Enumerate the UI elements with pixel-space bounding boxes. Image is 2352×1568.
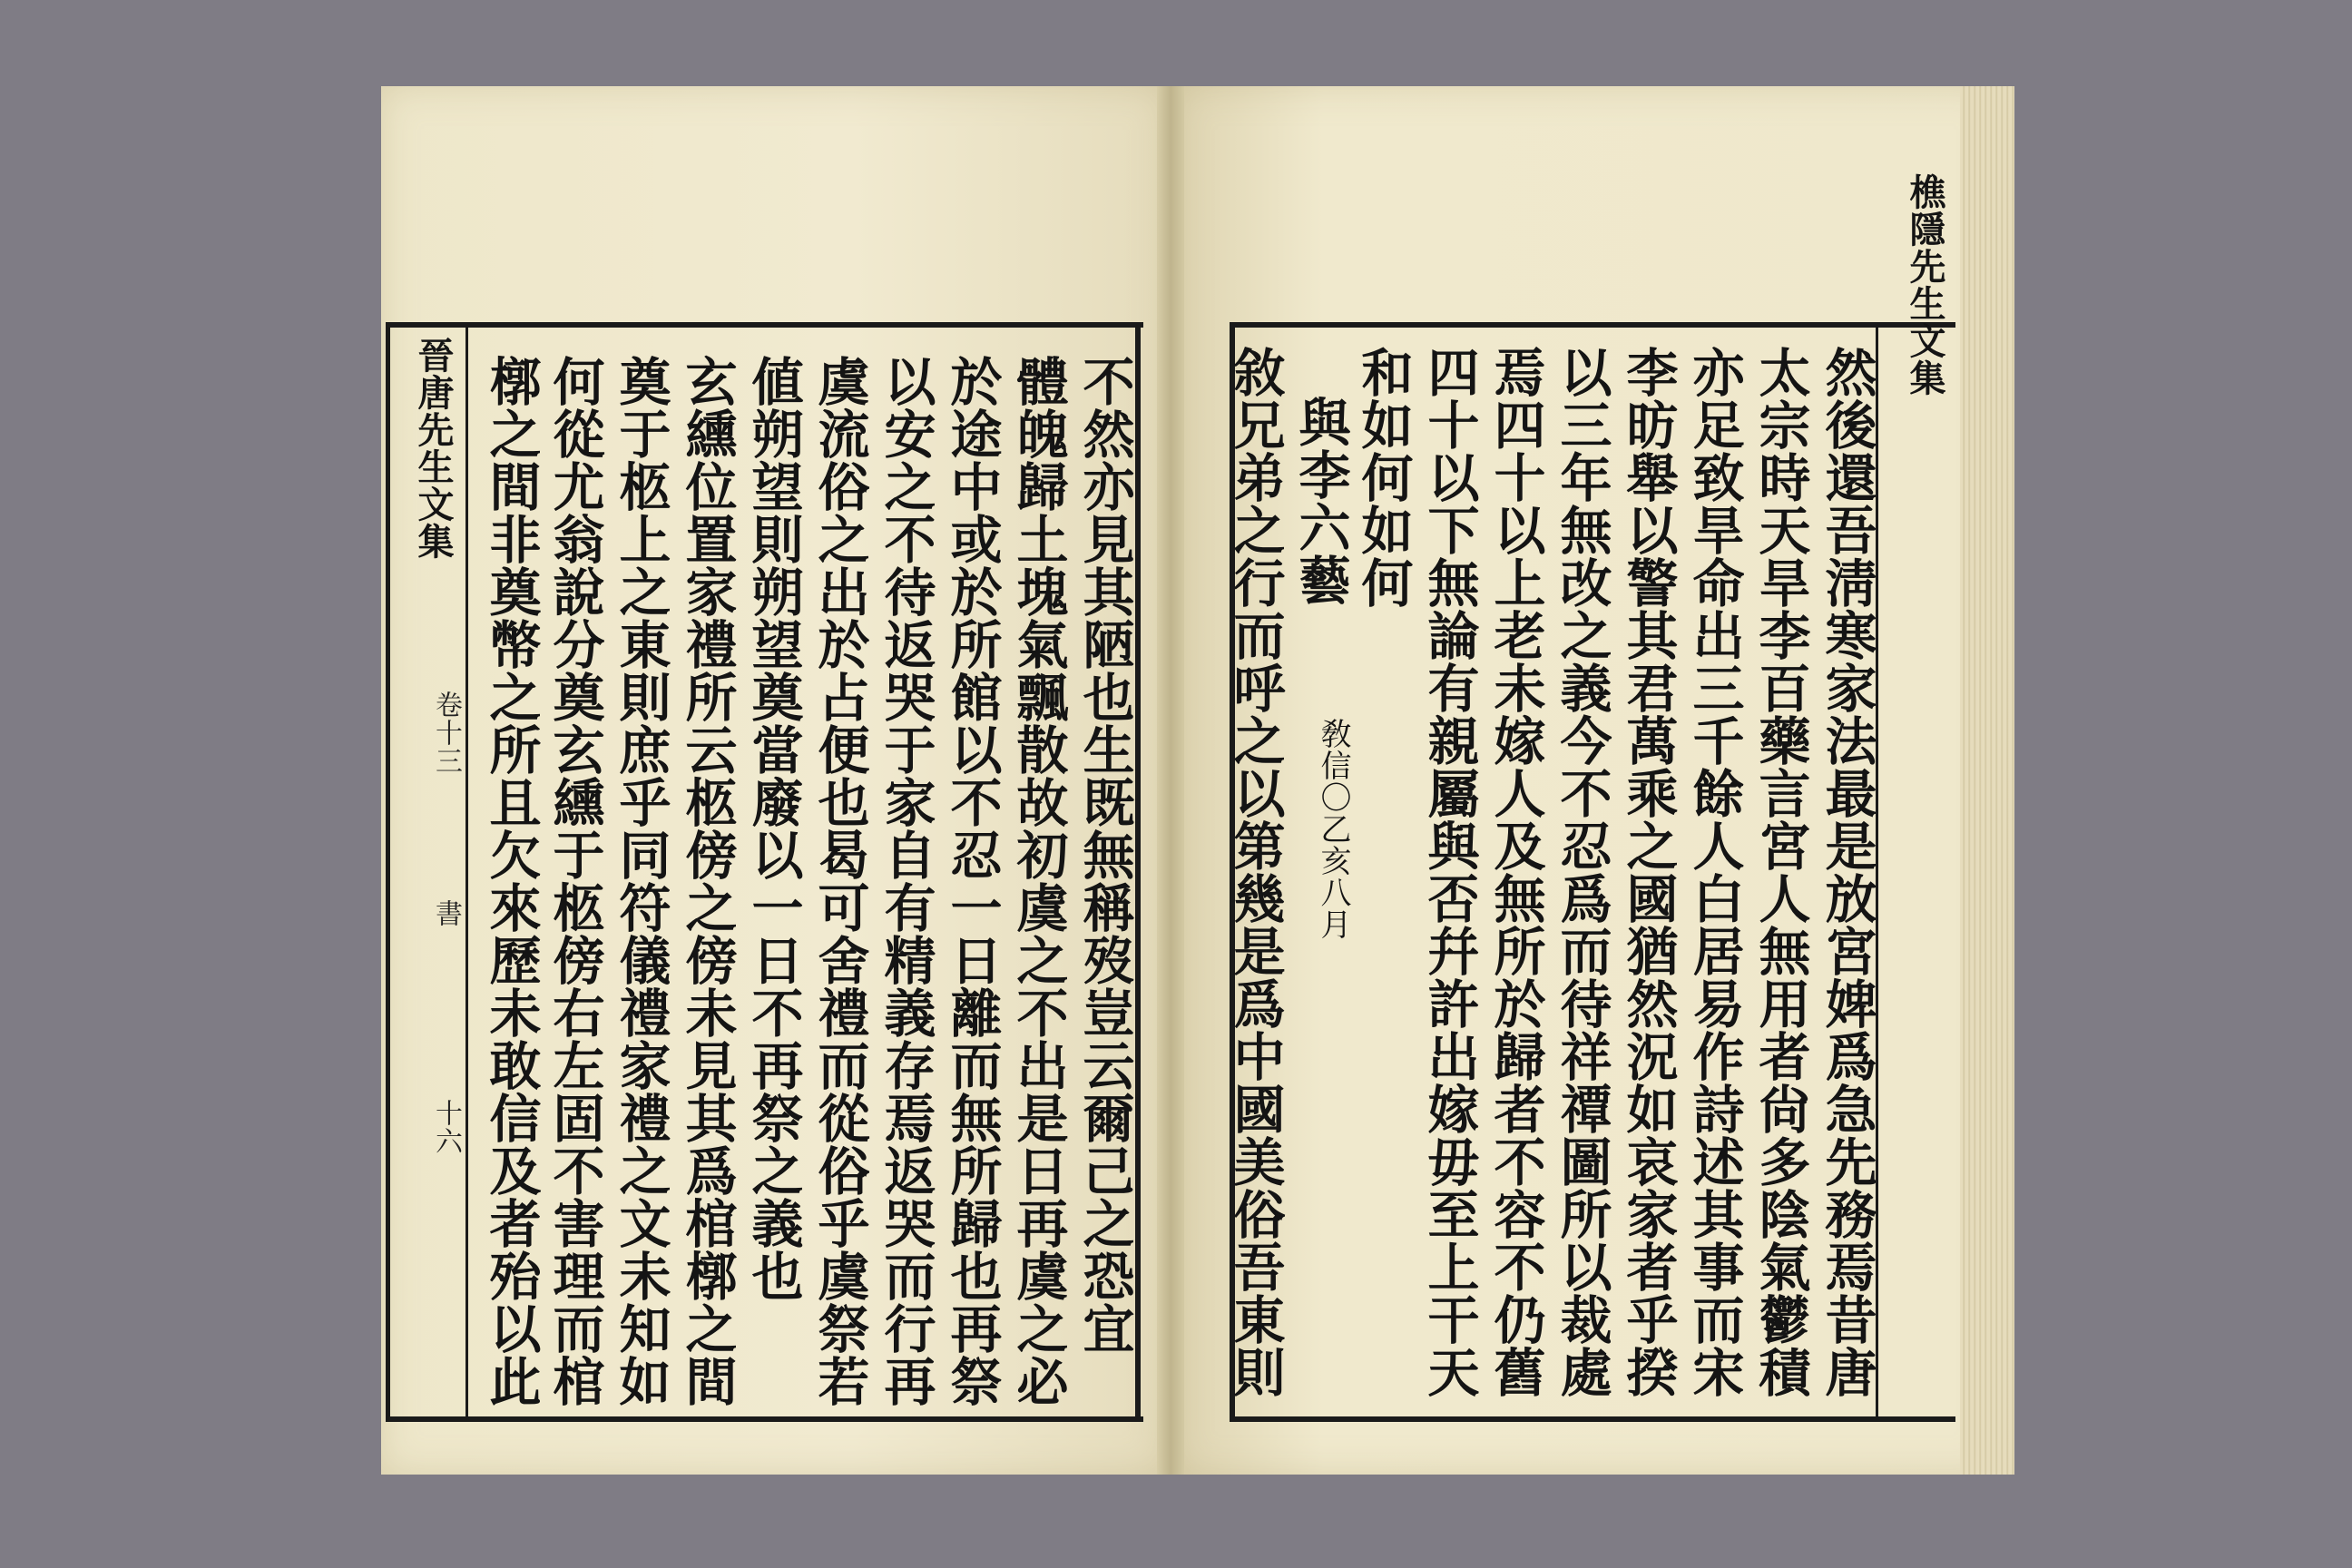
text-column: 槨之間非奠幣之所且欠來歷未敢信及者殆以此	[481, 355, 542, 1407]
text-column: 何從尤翁說分奠玄纁于柩傍右左固不害理而棺	[544, 355, 605, 1407]
text-column: 以三年無改之義今不忍爲而待祥禫圖所以裁處	[1552, 346, 1612, 1398]
text-column: 四十以下無論有親屬與否幷許出嫁毋至上干天	[1419, 346, 1480, 1398]
book-gutter	[1157, 86, 1184, 1475]
text-column: 虞流俗之出於占便也曷可舍禮而從俗乎虞祭若	[809, 355, 870, 1407]
right-text-frame	[1225, 173, 1955, 1422]
text-column: 値朔望則朔望奠當廢以一日不再祭之義也	[743, 355, 804, 1302]
text-column: 亦足致旱命出三千餘人白居易作詩述其事而宋	[1684, 346, 1745, 1398]
text-column: 焉四十以上老未嫁人及無所於歸者不容不仍舊	[1485, 346, 1546, 1398]
text-column: 體魄歸土塊氣飄散故初虞之不出是日再虞之必	[1008, 355, 1069, 1407]
text-column: 然後還吾淸寒家法最是放宮婢爲急先務焉昔唐	[1817, 346, 1877, 1398]
text-column: 於途中或於所館以不忍一日離而無所歸也再祭	[942, 355, 1003, 1407]
text-column: 以安之不待返哭于家自有精義存焉返哭而行再	[876, 355, 936, 1407]
letter-body-column: 敘兄弟之行而呼之以第幾是爲中國美俗吾東則	[1225, 346, 1286, 1398]
left-margin-section: 書	[430, 899, 462, 927]
text-column: 奠于柩上之東則庶乎同符儀禮家禮之文未知如	[611, 355, 671, 1407]
right-margin-title: 樵隱先生文集	[1904, 173, 1946, 397]
left-frame-outer-rule	[386, 328, 390, 1416]
text-column: 太宗時天旱李百藥言宮人無用者尙多陰氣鬱積	[1750, 346, 1811, 1398]
page-edges	[1960, 86, 2014, 1475]
text-column: 李昉舉以警其君萬乘之國猶然況如哀家者乎揆	[1618, 346, 1679, 1398]
open-book	[381, 86, 1996, 1475]
letter-meta: 敎信〇乙亥八月	[1315, 718, 1351, 940]
left-margin-volume: 卷十三	[430, 691, 462, 775]
text-column: 玄纁位置家禮所云柩傍之傍未見其爲棺槨之間	[677, 355, 738, 1407]
text-column: 和如何如何	[1353, 346, 1414, 609]
text-column: 不然亦見其陋也生既無稱歿豈云爾己之恐宜	[1074, 355, 1135, 1355]
letter-title: 與李六藝	[1290, 396, 1351, 606]
left-margin-title: 晉唐先生文集	[412, 337, 455, 560]
left-margin-page-number: 十六	[430, 1099, 462, 1155]
left-text-frame	[386, 322, 1143, 1422]
